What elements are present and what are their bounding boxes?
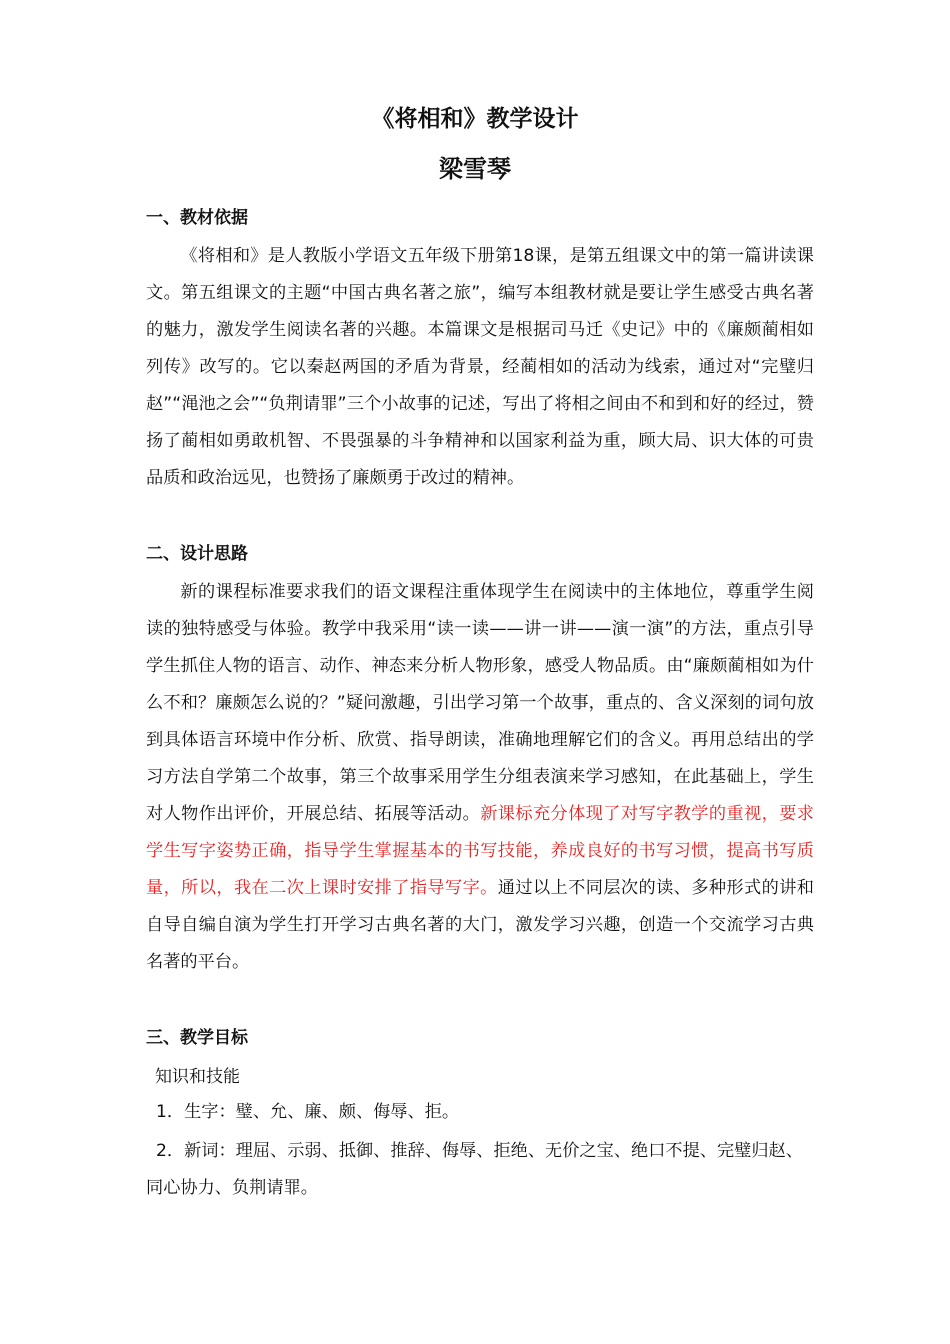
design-idea-text-part2: 通过以上不同层次的读、多种形式的讲和自导自编自演为学生打开学习古典名著的大门，激发学习兴趣，创造一个交流学习古典名著的平台。 xyxy=(146,878,814,972)
document-title: 《将相和》教学设计 xyxy=(371,106,579,132)
section-paragraph-textbook-basis: 《将相和》是人教版小学语文五年级下册第18课，是第五组课文中的第一篇讲读课文。第五组课文的主题“中国古典名著之旅”，编写本组教材就是要让学生感受古典名著的魅力，激发学生阅读名著的兴趣。本篇课文是根据司马迁《史记》中的《廉颇蔺相如列传》改写的。它以秦赵两国的矛盾为背景，经蔺相如的活动为线索，通过对“完璧归赵”“渑池之会”“负荆请罪”三个小故事的记述，写出了将相之间由不和到和好的经过，赞扬了蔺相如勇敢机智、不畏强暴的斗争精神和以国家利益为重，顾大局、识大体的可贵品质和政治远见，也赞扬了廉颇勇于改过的精神。 xyxy=(146,246,814,488)
design-idea-text-part1: 新的课程标准要求我们的语文课程注重体现学生在阅读中的主体地位，尊重学生阅读的独特感受与体验。教学中我采用“读一读——讲一讲——演一演”的方法，重点引导学生抓住人物的语言、动作、神态来分析人物形象，感受人物品质。由“廉颇蔺相如为什么不和？廉颇怎么说的？”疑问激趣，引出学习第一个故事，重点的、含义深刻的词句放到具体语言环境中作分析、欣赏、指导朗读，准确地理解它们的含义。再用总结出的学习方法自学第二个故事，第三个故事采用学生分组表演来学习感知，在此基础上，学生对人物作出评价，开展总结、拓展等活动。 xyxy=(146,582,814,824)
goal-item: 1．生字：璧、允、廉、颇、侮辱、拒。 xyxy=(156,1102,460,1122)
section-heading-textbook-basis: 一、教材依据 xyxy=(146,208,248,228)
section-heading-teaching-goals: 三、教学目标 xyxy=(146,1028,248,1048)
design-idea-highlight: 新课标充分体现了对写字教学的重视，要求学生写字姿势正确，指导学生掌握基本的书写技能，养成良好的书写习惯，提高书写质量，所以，我在二次上课时安排了指导写字。 xyxy=(146,804,814,898)
goal-item: 2．新词：理屈、示弱、抵御、推辞、侮辱、拒绝、无价之宝、绝口不提、完璧归赵、同心协力、负荆请罪。 xyxy=(146,1141,803,1198)
document-author: 梁雪琴 xyxy=(439,155,511,183)
section-heading-design-idea: 二、设计思路 xyxy=(146,544,248,564)
goals-subheading: 知识和技能 xyxy=(155,1067,240,1087)
section-paragraph-design-idea xyxy=(146,574,814,981)
